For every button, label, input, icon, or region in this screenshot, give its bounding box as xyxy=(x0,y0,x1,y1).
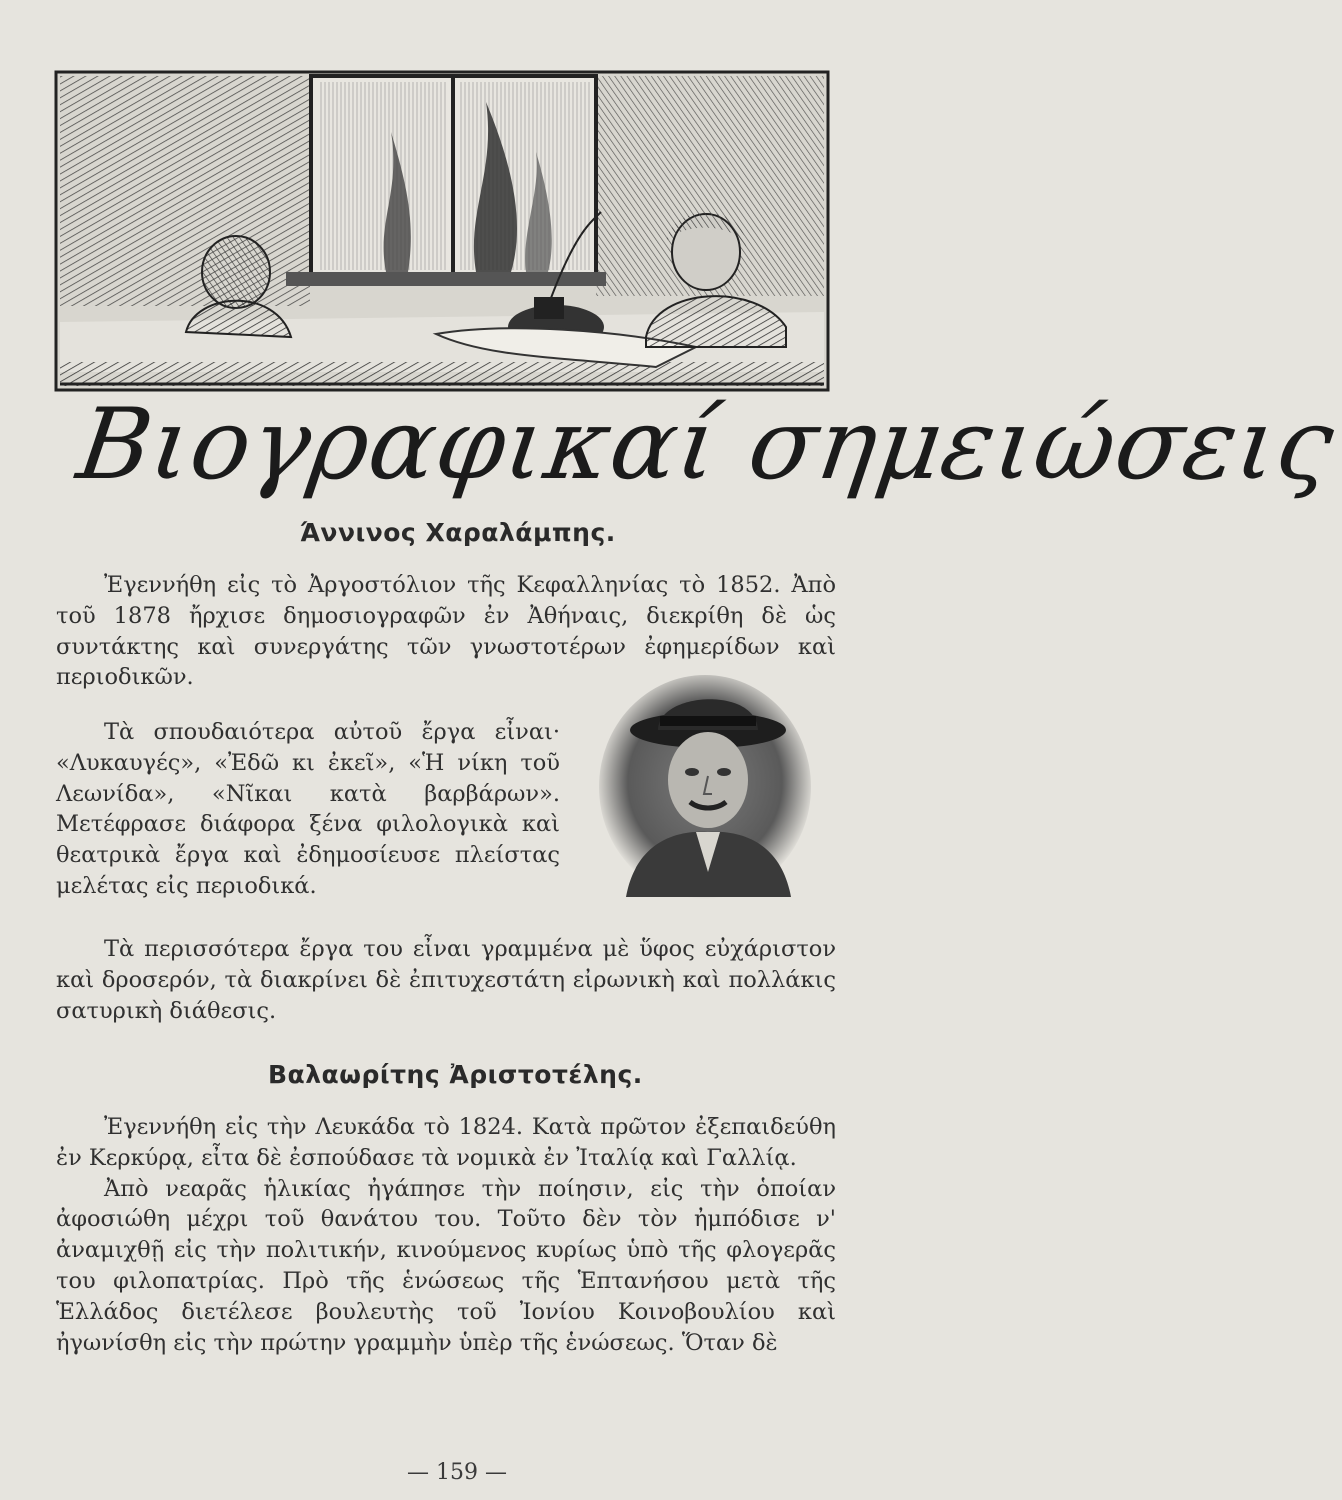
header-illustration xyxy=(56,72,828,390)
paragraph xyxy=(56,934,836,1026)
paragraph-text: Τὰ σπουδαιότερα αὐτοῦ ἔργα εἶναι· «Λυκαυγές», «Ἐδῶ κι ἐκεῖ», «Ἡ νίκη τοῦ Λεωνίδα», «Νῖκαι κατὰ βαρβάρων». Μετέφρασε διάφορα ξένα φιλολογικὰ καὶ θεατρικὰ ἔργα καὶ ἐδημοσίευσε πλείστας μελέτας εἰς περιοδικά. xyxy=(56,719,560,899)
paragraph xyxy=(56,717,560,902)
portrait-photo xyxy=(596,672,814,902)
page-number: — 159 — xyxy=(407,1460,507,1485)
paragraph xyxy=(56,1112,836,1358)
paragraph-text: Ἐγεννήθη εἰς τὴν Λευκάδα τὸ 1824. Κατὰ πρῶτον ἐξεπαιδεύθη ἐν Κερκύρᾳ, εἶτα δὲ ἐσπούδασε τὰ νομικὰ ἐν Ἰταλίᾳ καὶ Γαλλίᾳ. xyxy=(56,1114,836,1171)
section-heading-valaoritis: Βαλαωρίτης Ἀριστοτέλης. xyxy=(268,1060,643,1089)
section-heading-annino: Άννινος Χαραλάμπης. xyxy=(300,518,616,547)
paragraph-text: Ἐγεννήθη εἰς τὸ Ἀργοστόλιον τῆς Κεφαλληνίας τὸ 1852. Ἀπὸ τοῦ 1878 ἤρχισε δημοσιογραφῶν ἐν Ἀθήναις, διεκρίθη δὲ ὡς συντάκτης καὶ συνεργάτης τῶν γνωστοτέρων ἐφημερίδων καὶ περιοδικῶν. xyxy=(56,572,836,691)
paragraph-text: Ἀπὸ νεαρᾶς ἡλικίας ἠγάπησε τὴν ποίησιν, εἰς τὴν ὁποίαν ἀφοσιώθη μέχρι τοῦ θανάτου του. Τοῦτο δὲν τὸν ἠμπόδισε ν' ἀναμιχθῇ εἰς τὴν πολιτικήν, κινούμενος κυρίως ὑπὸ τῆς φλογερᾶς του φιλοπατρίας. Πρὸ τῆς ἑνώσεως τῆς Ἑπτανήσου μετὰ τῆς Ἑλλάδος διετέλεσε βουλευτὴς τοῦ Ἰονίου Κοινοβουλίου καὶ ἠγωνίσθη εἰς τὴν πρώτην γραμμὴν ὑπὲρ τῆς ἑνώσεως. Ὅταν δὲ xyxy=(56,1175,836,1356)
page-title: Βιογραφικαί σημειώσεις xyxy=(71,388,1342,502)
paragraph-text: Τὰ περισσότερα ἔργα του εἶναι γραμμένα μὲ ὕφος εὐχάριστον καὶ δροσερόν, τὰ διακρίνει δὲ ἐπιτυχεστάτη εἰρωνικὴ καὶ πολλάκις σατυρικὴ διάθεσις. xyxy=(56,936,836,1024)
